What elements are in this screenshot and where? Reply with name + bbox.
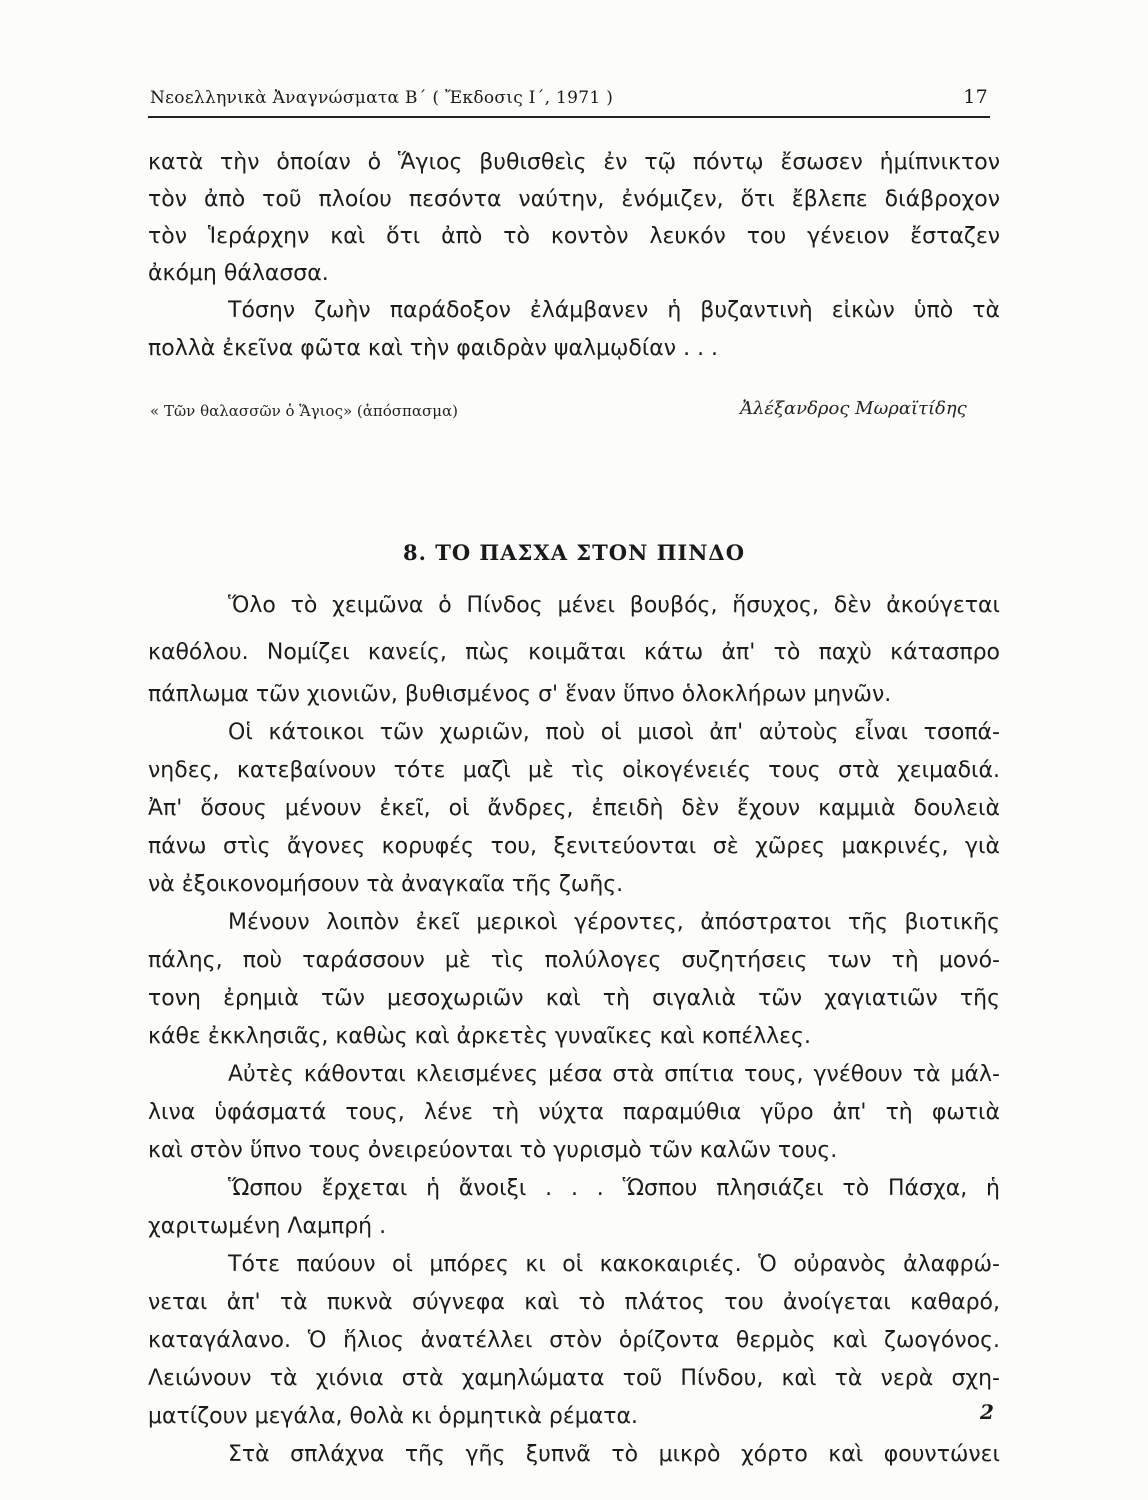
text-line: πάνω στὶς ἄγονες κορυφές του, ξενιτεύονται σὲ χῶρες μακρινές, γιὰ [148,834,1000,859]
text-line: ματίζουν μεγάλα, θολὰ κι ὁρμητικὰ ρέματα. [148,1404,638,1429]
text-line: Τόσην ζωὴν παράδοξον ἐλάμβανεν ἡ βυζαντινὴ εἰκὼν ὑπὸ τὰ [228,298,1000,323]
text-line: πολλὰ ἐκεῖνα φῶτα καὶ τὴν φαιδρὰν ψαλμῳδίαν . . . [148,336,719,361]
text-line: Ὥσπου ἔρχεται ἡ ἄνοιξι . . . Ὥσπου πλησιάζει τὸ Πάσχα, ἡ [228,1176,1000,1201]
text-line: Λειώνουν τὰ χιόνια στὰ χαμηλώματα τοῦ Πίνδου, καὶ τὰ νερὰ σχη- [148,1366,1000,1391]
signature-mark: 2 [980,1400,994,1424]
text-line: τὸν ἀπὸ τοῦ πλοίου πεσόντα ναύτην, ἐνόμιζεν, ὅτι ἔβλεπε διάβροχον [148,187,1000,212]
text-line: Μένουν λοιπὸν ἐκεῖ μερικοὶ γέροντες, ἀπόστρατοι τῆς βιοτικῆς [228,910,1000,935]
text-line: κάθε ἐκκλησιᾶς, καθὼς καὶ ἀρκετὲς γυναῖκες καὶ κοπέλλες. [148,1024,811,1049]
text-line: καὶ στὸν ὕπνο τους ὀνειρεύονται τὸ γυρισμὸ τῶν καλῶν τους. [148,1138,838,1163]
section-heading: 8. ΤΟ ΠΑΣΧΑ ΣΤΟΝ ΠΙΝΔΟ [402,540,746,565]
page-number: 17 [963,86,988,108]
text-line: τονη ἐρημιὰ τῶν μεσοχωριῶν καὶ τὴ σιγαλιὰ τῶν χαγιατιῶν τῆς [148,986,1000,1011]
text-line: Αὐτὲς κάθονται κλεισμένες μέσα στὰ σπίτια τους, γνέθουν τὰ μάλ- [228,1062,1000,1087]
text-line: νηδες, κατεβαίνουν τότε μαζὶ μὲ τὶς οἰκογένειές τους στὰ χειμαδιά. [148,758,1000,783]
text-line: νὰ ἐξοικονομήσουν τὰ ἀναγκαῖα τῆς ζωῆς. [148,872,624,897]
text-line: Οἱ κάτοικοι τῶν χωριῶν, ποὺ οἱ μισοὶ ἀπ' αὐτοὺς εἶναι τσοπά- [228,720,1000,745]
text-line: τὸν Ἱεράρχην καὶ ὅτι ἀπὸ τὸ κοντὸν λευκόν του γένειον ἔσταζεν [148,224,1000,249]
text-line: πάπλωμα τῶν χιονιῶν, βυθισμένος σ' ἕναν ὕπνο ὁλοκλήρων μηνῶν. [148,682,892,707]
text-line: Τότε παύουν οἱ μπόρες κι οἱ κακοκαιριές. Ὁ οὐρανὸς ἀλαφρώ- [228,1252,1000,1277]
citation-source: « Τῶν θαλασσῶν ὁ Ἅγιος» (ἀπόσπασμα) [150,402,458,420]
text-line: νεται ἀπ' τὰ πυκνὰ σύγνεφα καὶ τὸ πλάτος του ἀνοίγεται καθαρό, [148,1290,1000,1315]
citation-author: Ἀλέξανδρος Μωραϊτίδης [740,398,967,419]
text-line: κατὰ τὴν ὁποίαν ὁ Ἅγιος βυθισθεὶς ἐν τῷ πόντῳ ἔσωσεν ἡμίπνικτον [148,150,1000,175]
text-line: Ὅλο τὸ χειμῶνα ὁ Πίνδος μένει βουβός, ἥσυχος, δὲν ἀκούγεται [228,593,1000,618]
text-line: καθόλου. Νομίζει κανείς, πὼς κοιμᾶται κάτω ἀπ' τὸ παχὺ κάτασπρο [148,640,1000,665]
text-line: Στὰ σπλάχνα τῆς γῆς ξυπνᾶ τὸ μικρὸ χόρτο καὶ φουντώνει [228,1442,1000,1467]
text-line: Ἀπ' ὅσους μένουν ἐκεῖ, οἱ ἄνδρες, ἐπειδὴ δὲν ἔχουν καμμιὰ δουλειὰ [148,796,1000,821]
text-line: καταγάλανο. Ὁ ἥλιος ἀνατέλλει στὸν ὁρίζοντα θερμὸς καὶ ζωογόνος. [148,1328,1000,1353]
text-line: λινα ὑφάσματά τους, λένε τὴ νύχτα παραμύθια γῦρο ἀπ' τὴ φωτιὰ [148,1100,1000,1125]
book-title: Νεοελληνικὰ Ἀναγνώσματα Β΄ ( Ἔκδοσις Ι΄, 1971 ) [150,88,614,108]
running-header [148,86,990,118]
text-line: πάλης, ποὺ ταράσσουν μὲ τὶς πολύλογες συζητήσεις των τὴ μονό- [148,948,1000,973]
text-line: ἀκόμη θάλασσα. [148,261,329,286]
text-line: χαριτωμένη Λαμπρή . [148,1214,387,1239]
